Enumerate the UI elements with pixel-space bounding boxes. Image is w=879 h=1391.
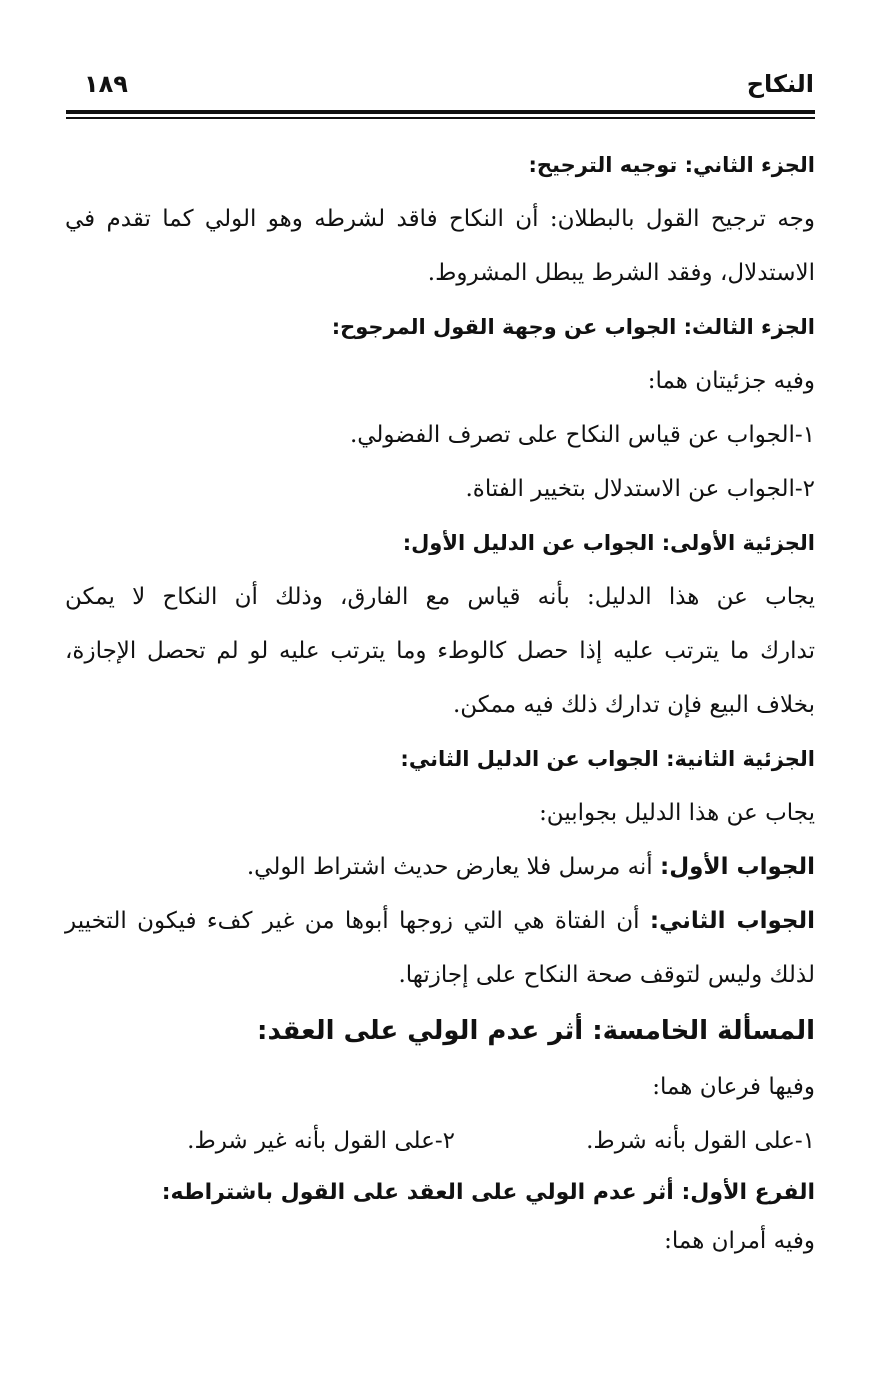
paragraph-line: يجاب عن هذا الدليل بجوابين: [539,800,815,826]
section-heading: الجزئية الأولى: الجواب عن الدليل الأول: [402,531,815,555]
answer-text: أن الفتاة هي التي زوجها أبوها من غير كفء فيكون التخيير [65,908,640,934]
page-number: ١٨٩ [84,70,128,98]
paragraph-line: يجاب عن هذا الدليل: بأنه قياس مع الفارق، وذلك أن النكاح لا يمكن [65,584,815,610]
answer-line [65,894,815,948]
paragraph-line: وفيه أمران هما: [664,1228,815,1254]
list-item: ١-الجواب عن قياس النكاح على تصرف الفضولي. [349,422,815,448]
paragraph-line: تدارك ما يترتب عليه إذا حصل كالوطء وما يترتب عليه لو لم تحصل الإجازة، [65,638,815,664]
section-heading: الجزء الثالث: الجواب عن وجهة القول المرجوح: [331,315,815,339]
answer-lead: الجواب الأول: [660,854,815,880]
section-heading: الجزء الثاني: توجيه الترجيح: [528,153,815,177]
paragraph-line: وجه ترجيح القول بالبطلان: أن النكاح فاقد لشرطه وهو الولي كما تقدم في [65,206,815,232]
answer-lead: الجواب الثاني: [649,908,815,934]
chapter-title: النكاح [746,70,814,98]
header-rule-thick [66,110,815,114]
paragraph-line: وفيه جزئيتان هما: [647,368,815,394]
paragraph-line: الاستدلال، وفقد الشرط يبطل المشروط. [427,260,815,286]
list-item: ٢-الجواب عن الاستدلال بتخيير الفتاة. [465,476,815,502]
answer-line [65,840,815,894]
section-heading: الجزئية الثانية: الجواب عن الدليل الثاني: [400,747,815,771]
issue-heading: المسألة الخامسة: أثر عدم الولي على العقد: [257,1016,815,1046]
option-item: ١-على القول بأنه شرط. [586,1128,815,1154]
option-item: ٢-على القول بأنه غير شرط. [187,1128,455,1154]
running-head [66,70,814,106]
branch-heading: الفرع الأول: أثر عدم الولي على العقد على القول باشتراطه: [161,1180,815,1205]
header-rule-thin [66,117,815,119]
paragraph-line: وفيها فرعان هما: [652,1074,815,1100]
paragraph-line: بخلاف البيع فإن تدارك ذلك فيه ممكن. [452,692,815,718]
answer-text: أنه مرسل فلا يعارض حديث اشتراط الولي. [246,854,653,880]
paragraph-line: لذلك وليس لتوقف صحة النكاح على إجازتها. [398,962,815,988]
